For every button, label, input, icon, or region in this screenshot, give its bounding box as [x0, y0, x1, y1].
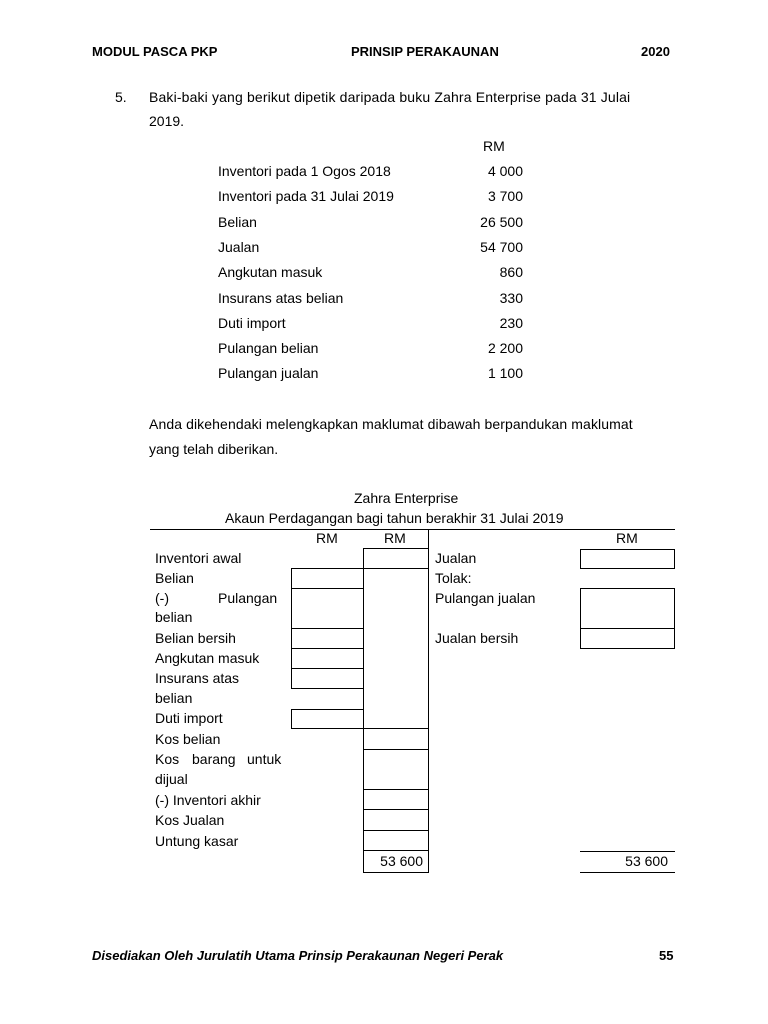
header-subject: PRINSIP PERAKAUNAN — [351, 44, 499, 59]
label-insurans-line1: Insurans atas — [155, 670, 240, 686]
label-duti-import: Duti import — [155, 710, 223, 726]
answer-box-duti-import[interactable] — [291, 709, 364, 729]
col-rm-2: RM — [384, 530, 406, 546]
right-total-top-rule — [580, 851, 675, 852]
balance-value: 230 — [499, 315, 523, 331]
right-total-bottom-rule — [580, 872, 675, 873]
label-inventori-akhir: (-) Inventori akhir — [155, 792, 261, 808]
header-year: 2020 — [641, 44, 670, 59]
currency-header: RM — [483, 138, 505, 154]
balance-value: 330 — [499, 290, 523, 306]
label-kbud-kos: Kos — [155, 751, 180, 767]
question-text-line2: 2019. — [149, 113, 185, 129]
balance-value: 860 — [499, 264, 523, 280]
balance-label: Pulangan jualan — [218, 365, 319, 381]
label-tolak: Tolak: — [435, 570, 472, 586]
question-number: 5. — [115, 89, 127, 105]
header-module: MODUL PASCA PKP — [92, 44, 218, 59]
label-pulangan-jualan: Pulangan jualan — [435, 590, 536, 606]
label-pulangan-belian-word: Pulangan — [218, 590, 278, 606]
label-untung-kasar: Untung kasar — [155, 833, 239, 849]
left-total: 53 600 — [380, 853, 423, 869]
balance-label: Pulangan belian — [218, 340, 319, 356]
label-pulangan-belian-belian: belian — [155, 609, 193, 625]
label-kbud-dijual: dijual — [155, 771, 188, 787]
instruction-line2: yang telah diberikan. — [149, 441, 279, 457]
answer-box-kos-belian[interactable] — [363, 728, 429, 750]
answer-box-inventori-awal[interactable] — [363, 548, 429, 569]
answer-box-jualan[interactable] — [580, 549, 675, 569]
balance-label: Angkutan masuk — [218, 264, 323, 280]
label-kos-belian: Kos belian — [155, 731, 221, 747]
balance-label: Belian — [218, 214, 257, 230]
account-company: Zahra Enterprise — [354, 490, 459, 506]
answer-box-angkutan-masuk[interactable] — [291, 648, 364, 669]
label-jualan: Jualan — [435, 550, 477, 566]
question-text-line1: Baki-baki yang berikut dipetik daripada buku Zahra Enterprise pada 31 Julai — [149, 89, 631, 105]
right-total: 53 600 — [625, 853, 668, 869]
balance-label: Inventori pada 1 Ogos 2018 — [218, 163, 391, 179]
answer-box-kos-jualan[interactable] — [363, 809, 429, 831]
page-number: 55 — [659, 948, 674, 963]
left-total-bottom-rule — [363, 872, 429, 873]
balance-label: Insurans atas belian — [218, 290, 344, 306]
balance-label: Inventori pada 31 Julai 2019 — [218, 188, 394, 204]
balance-value: 4 000 — [487, 163, 523, 179]
footer-credit: Disediakan Oleh Jurulatih Utama Prinsip Perakaunan Negeri Perak — [92, 948, 504, 963]
balance-label: Duti import — [218, 315, 286, 331]
label-pulangan-belian-minus: (-) — [155, 590, 169, 606]
answer-box-inventori-akhir[interactable] — [363, 789, 429, 810]
label-jualan-bersih: Jualan bersih — [435, 630, 519, 646]
account-top-rule — [150, 529, 675, 530]
answer-box-insurans[interactable] — [291, 668, 364, 689]
balance-label: Jualan — [218, 239, 260, 255]
answer-box-belian[interactable] — [291, 568, 364, 589]
balance-value: 1 100 — [487, 365, 523, 381]
label-angkutan-masuk: Angkutan masuk — [155, 650, 260, 666]
label-belian: Belian — [155, 570, 194, 586]
answer-box-untung-kasar[interactable] — [363, 830, 429, 851]
balance-value: 26 500 — [480, 214, 523, 230]
answer-box-kos-barang-untuk-dijual[interactable] — [363, 749, 429, 790]
label-inventori-awal: Inventori awal — [155, 550, 242, 566]
balance-value: 3 700 — [487, 188, 523, 204]
instruction-line1: Anda dikehendaki melengkapkan maklumat dibawah berpandukan maklumat — [149, 416, 633, 432]
account-title: Akaun Perdagangan bagi tahun berakhir 31 Julai 2019 — [225, 510, 564, 526]
col-rm-3: RM — [616, 530, 638, 546]
answer-box-pulangan-belian[interactable] — [291, 588, 364, 629]
label-insurans-line2: belian — [155, 690, 193, 706]
col-rm-1: RM — [316, 530, 338, 546]
answer-box-pulangan-jualan[interactable] — [580, 588, 675, 629]
answer-box-belian-bersih[interactable] — [291, 628, 364, 649]
label-belian-bersih: Belian bersih — [155, 630, 236, 646]
balance-value: 2 200 — [487, 340, 523, 356]
label-kos-jualan: Kos Jualan — [155, 812, 225, 828]
label-kbud-untuk: untuk — [247, 751, 282, 767]
balance-value: 54 700 — [480, 239, 523, 255]
outer-column-guide — [363, 568, 429, 729]
label-kbud-barang: barang — [192, 751, 236, 767]
answer-box-jualan-bersih[interactable] — [580, 628, 675, 649]
